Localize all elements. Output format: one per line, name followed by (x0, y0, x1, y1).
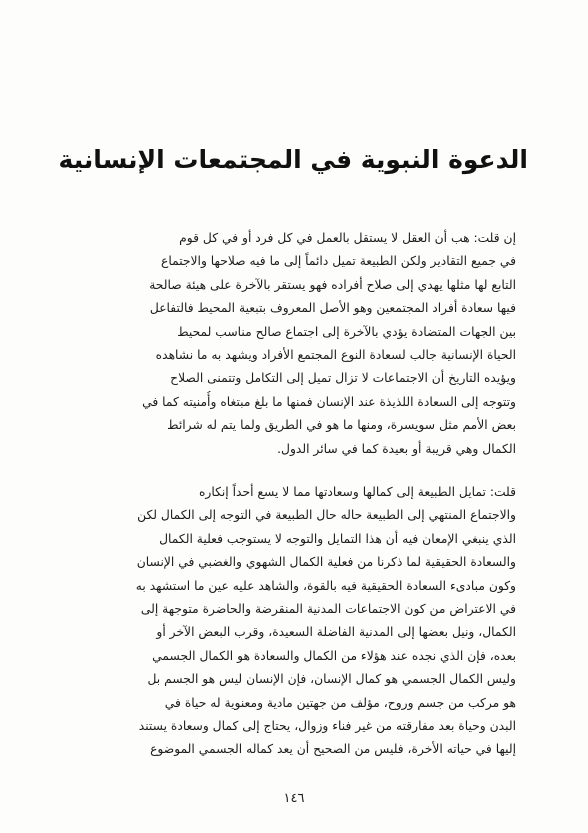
text-line: التابع لها مثلها يهدي إلى صلاح أفراده فهو يستقر بالآخرة على هيئة صالحة (149, 277, 516, 292)
text-line: وكون مبادىء السعادة الحقيقية فيه بالقوة، والشاهد عليه عين ما استشهد به (135, 578, 516, 593)
text-line: والسعادة الحقيقية لما ذكرنا من فعلية الكمال الشهوي والغضبي في الإنسان (136, 555, 516, 570)
paragraph-1 (66, 227, 516, 461)
text-line: إليها في حياته الأخرة، فليس من الصحيح أن يعد كماله الجسمي الموضوع (150, 742, 516, 757)
text-line: في الاعتراض من كون الاجتماعات المدنية المنقرضة والحاضرة متوجهة إلى (140, 601, 516, 616)
text-line: فيها سعادة أفراد المجتمعين وهو الأصل المعروف بتبعية المحيط فالتفاعل (149, 301, 516, 316)
text-line: الكمال، ونيل بعضها إلى المدنية الفاضلة السعيدة، وقرب البعض الآخر أو (156, 625, 516, 640)
text-line: والاجتماع المنتهي إلى الطبيعة حاله حال الطبيعة في التوجه إلى الكمال لكن (137, 508, 516, 523)
text-line: وليس الكمال الجسمي هو كمال الإنسان، فإن الإنسان ليس هو الجسم بل (147, 672, 516, 687)
page-number: ١٤٦ (283, 791, 305, 806)
text-line: إن قلت: هب أن العقل لا يستقل بالعمل في كل فرد أو في كل قوم (179, 231, 516, 245)
text-line: قلت: تمايل الطبيعة إلى كمالها وسعادتها مما لا يسع أحداً إنكاره (198, 485, 516, 499)
text-line: الحياة الإنسانية جالب لسعادة النوع المجتمع الأفراد ويشهد به ما نشاهده (155, 347, 516, 362)
chapter-title: الدعوة النبوية في المجتمعات الإنسانية (58, 145, 528, 174)
text-line: بعض الأمم مثل سويسرة، ومنها ما هو في الطريق ولما يتم له شرائط (167, 418, 516, 433)
text-line: ويؤيده التاريخ أن الاجتماعات لا تزال تميل إلى التكامل وتتمنى الصلاح (170, 371, 516, 386)
text-line: وتتوجه إلى السعادة اللذيذة عند الإنسان فمنها ما بلغ مبتغاه وأُمنيته كما في (142, 394, 516, 409)
text-line: بعده، فإن الذي نجده عند هؤلاء من الكمال والسعادة هو الكمال الجسمي (152, 648, 516, 663)
text-line: الذي ينبغي الإمعان فيه أن هذا التمايل والتوجه لا يستوجب فعلية الكمال (159, 531, 516, 546)
text-line: بين الجهات المتضادة يؤدي بالآخرة إلى اجتماع صالح مناسب لمحيط (177, 324, 516, 339)
text-line: البدن وحياة بعد مفارقته من غير فناء وزوال، يحتاج إلى كمال وسعادة يستند (138, 718, 516, 733)
paragraph-2 (66, 481, 516, 762)
text-line: هو مركب من جسم وروح، مؤلف من جهتين مادية ومعنوية له حياة في (164, 695, 516, 710)
text-line: في جميع التقادير ولكن الطبيعة تميل دائماً إلى ما فيه صلاحها والاجتماع (161, 254, 516, 269)
text-line: الكمال وهي قريبة أو بعيدة كما في سائر الدول. (277, 441, 516, 456)
